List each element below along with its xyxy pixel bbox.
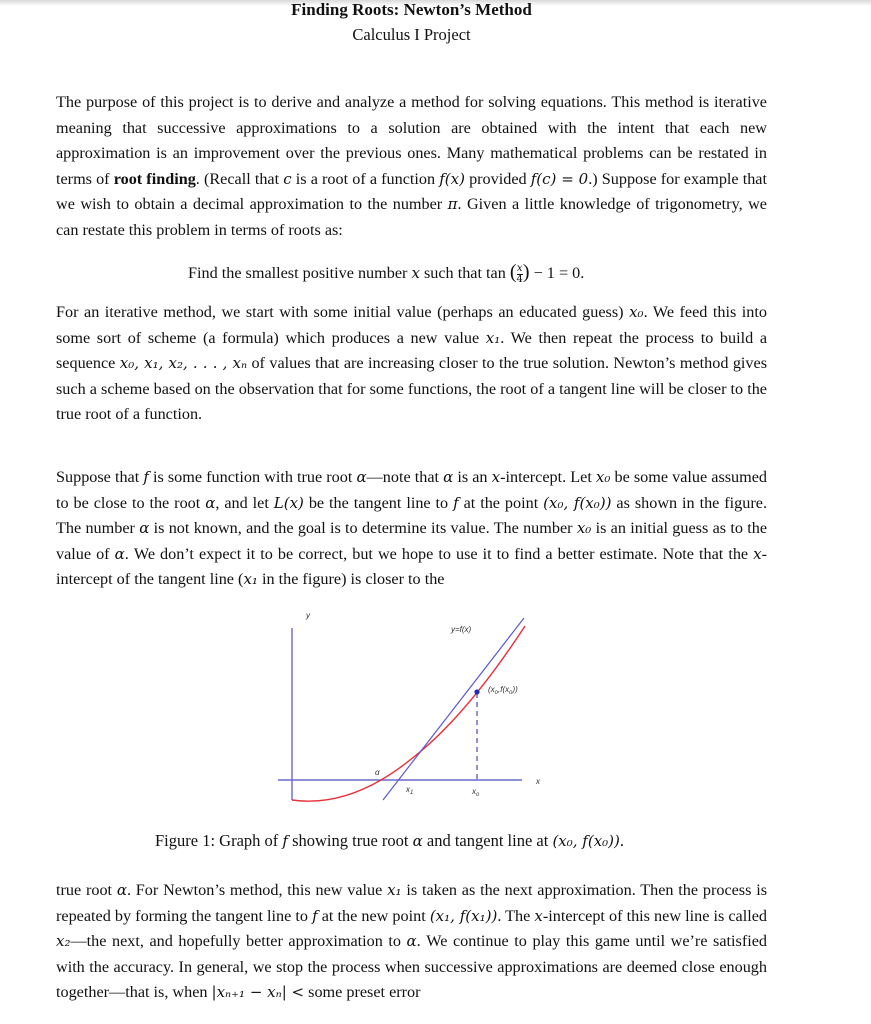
paragraph-tangent: Suppose that f is some function with true root α—note that α is an x-intercept. Let x₀ be some value assumed to be close to the root α, and let L(x) be the tangent line to f at the point (x₀, f(x₀)) as shown in the figure. The number α is not known, and the goal is to determine its value. The number x₀ is an initial guess as to the value of α. We don’t expect it to be correct, but we hope to use it to find a better estimate. Note that the x-intercept of the tangent line (x₁ in the figure) is closer to the <box>56 468 768 589</box>
centered-equation: Find the smallest positive number x such that tan ( $\frac{x}{4}$ ) − 1 = 0. <box>188 261 585 285</box>
paragraph-intro: The purpose of this project is to derive and analyze a method for solving equations. This method is iterative meaning that successive approximations to a solution are obtained with the intent that each new approximation is an improvement over the previous ones. Many mathematical problems can be restated in terms of root finding. (Recall that c is a root of a function f(x) provided f(c) = 0.) Suppose for example that we wish to obtain a decimal approximation to the number π. Given a little knowledge of trigonometry, we can restate this problem in terms of roots as: <box>56 93 767 239</box>
x1-label: $x_1$ <box>406 785 414 796</box>
page-title: Finding Roots: Newton’s Method <box>291 0 532 19</box>
figure-caption: Figure 1: Graph of f showing true root α and tangent line at (x₀, f(x₀)). <box>155 831 625 850</box>
x0-label: $x_o$ <box>472 787 480 798</box>
paragraph-iteration: For an iterative method, we start with some initial value (perhaps an educated guess) x₀. We feed this into some sort of scheme (a formula) which produces a new value x₁. We then repeat the process to build a sequence x₀, x₁, x₂, . . . , xₙ of values that are increasing closer to the true solution. Newton’s method gives such a scheme based on the observation that for some functions, the root of a tangent line will be closer to the true root of a function. <box>56 303 768 424</box>
page-subtitle: Calculus I Project <box>352 25 471 44</box>
bold-term: root finding <box>113 169 196 188</box>
tangent-line <box>383 618 524 800</box>
x-label: x <box>536 777 540 786</box>
fx-label: y=f(x) <box>451 625 472 634</box>
point-label: $(x_o,f(x_o))$ <box>488 685 518 696</box>
paragraph-continuation: true root α. For Newton’s method, this new value x₁ is taken as the next approximation. Then the process is repeated by forming the tangent line to f at the new point (x₁, f(x₁)). The x-intercept of this new line is called x₂—the next, and hopefully better approximation to α. We continue to play this game until we’re satisfied with the accuracy. In general, we stop the process when successive approximations are deemed close enough together—that is, when |xₙ₊₁ − xₙ| < some preset error <box>56 881 768 1002</box>
function-curve <box>292 626 525 801</box>
alpha-label: α <box>375 768 380 777</box>
y-label: y <box>306 611 310 620</box>
newton-figure <box>270 608 560 808</box>
tangent-point <box>474 689 479 694</box>
